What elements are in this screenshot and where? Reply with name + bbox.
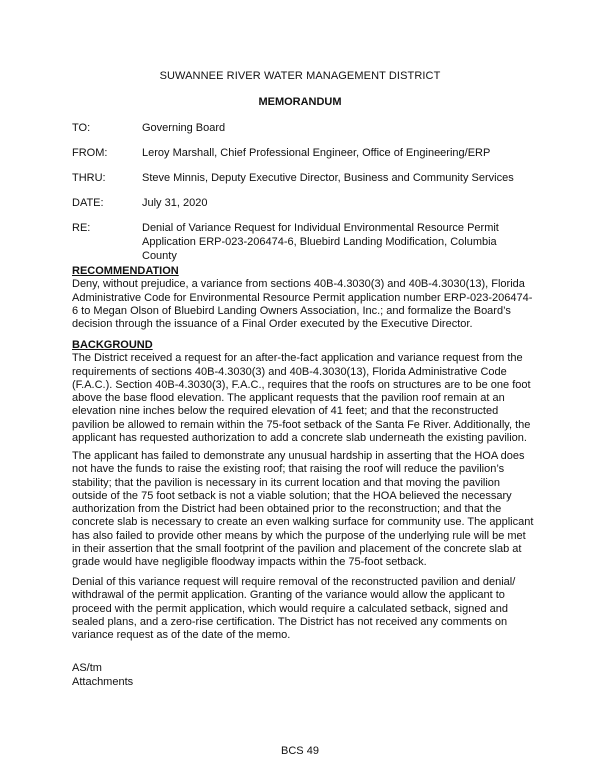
- recommendation-section: [72, 265, 534, 331]
- header-value: Governing Board: [142, 122, 226, 134]
- recommendation-heading: RECOMMENDATION: [72, 265, 179, 277]
- header-label: TO:: [72, 122, 91, 134]
- page-footer: BCS 49: [281, 745, 319, 757]
- background-paragraph-1: The District received a request for an after-the-fact application and variance request from the requirements of sections 40B-4.3030(3) and 40B-4.3030(13), Florida Administrative Code (F.A.C.). Section 40B-4.3030(3), F.A.C., requires that the roofs on structures are to be one foot above the base flood elevation. The applicant requests that the pavilion roof remain at an elevation nine inches below the required elevation of 41 feet; and that the reconstructed pavilion be allowed to remain within the 75-foot setback of the Santa Fe River. Additionally, the applicant has requested authorization to add a concrete slab underneath the existing pavilion.: [72, 352, 531, 445]
- header-label: FROM:: [72, 147, 108, 159]
- recommendation-text: Deny, without prejudice, a variance from sections 40B-4.3030(3) and 40B-4.3030(13), Florida Administrative Code for Environmental Resource Permit application number ERP-023-206474-6 to Megan Olson of Bluebird Landing Owners Association, Inc.; and formalize the Board’s decision through the issuance of a Final Order executed by the Executive Director.: [72, 278, 533, 331]
- organization-name: SUWANNEE RIVER WATER MANAGEMENT DISTRICT: [159, 70, 441, 82]
- header-value: July 31, 2020: [142, 197, 208, 209]
- header-label: DATE:: [72, 197, 104, 209]
- header-value: Leroy Marshall, Chief Professional Engineer, Office of Engineering/ERP: [142, 147, 491, 159]
- header-value: Steve Minnis, Deputy Executive Director, Business and Community Services: [142, 172, 514, 184]
- background-heading: BACKGROUND: [72, 339, 153, 351]
- header-value: Denial of Variance Request for Individual Environmental Resource Permit Application ERP-023-206474-6, Bluebird Landing Modification, Columbia County: [142, 222, 499, 262]
- attachments-label: Attachments: [72, 676, 134, 688]
- background-paragraph-3: Denial of this variance request will require removal of the reconstructed pavilion and denial/ withdrawal of the permit application. Granting of the variance would allow the applicant to proceed with the permit application, which would require a calculated setback, signed and sealed plans, and a zero-rise certification. The District has not received any comments on variance request as of the date of the memo.: [72, 576, 516, 642]
- header-label: RE:: [72, 222, 91, 234]
- background-paragraph-2: The applicant has failed to demonstrate any unusual hardship in asserting that the HOA does not have the funds to raise the existing roof; that raising the roof will reduce the pavilion’s stability; that the pavilion is necessary in its current location and that moving the pavilion outside of the 75 foot setback is not a viable solution; that the HOA believed the necessary authorization from the District had been obtained prior to the reconstruction; and that the concrete slab is necessary to create an even walking surface for community use. The applicant has also failed to provide other means by which the purpose of the underlying rule will be met in their assertion that the small footprint of the pavilion and placement of the concrete slab at grade would have negligible floodway impacts within the 75-foot setback.: [72, 450, 534, 569]
- background-section: [72, 339, 534, 445]
- initials: AS/tm: [72, 662, 102, 674]
- memo-title: MEMORANDUM: [258, 96, 342, 108]
- header-label: THRU:: [72, 172, 106, 184]
